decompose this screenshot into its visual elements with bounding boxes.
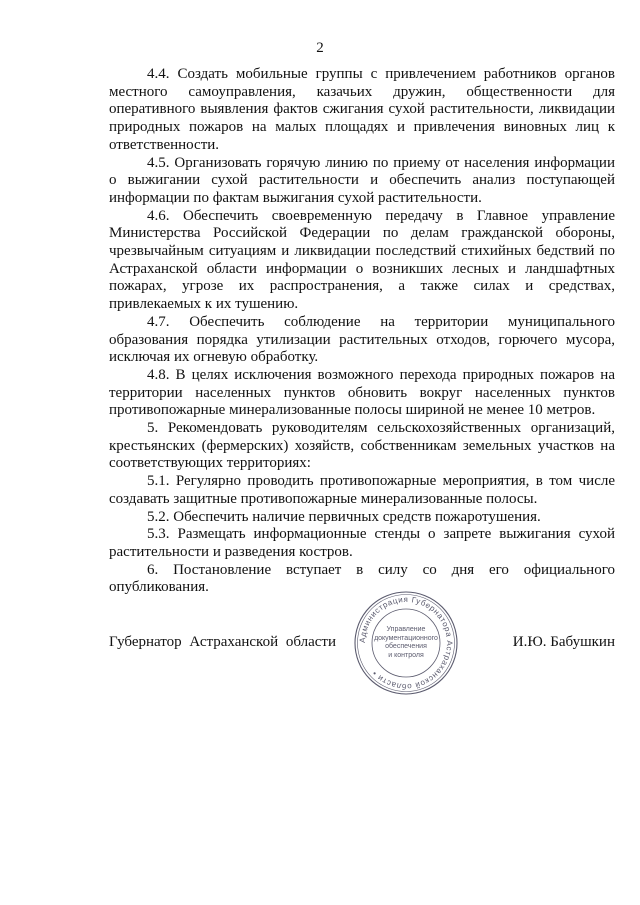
signatory-position: Губернатор Астраханской области [109, 634, 337, 650]
signature-block [109, 593, 615, 703]
paragraph-4-8: 4.8. В целях исключения возможного перехода природных пожаров на территории населенных пунктов обновить вокруг населенных пунктов противопожарные минерализованные полосы шириной не менее 10 метров. [109, 366, 615, 419]
paragraph-4-7: 4.7. Обеспечить соблюдение на территории муниципального образования порядка утилизации растительных отходов, горючего мусора, исключая их огневую обработку. [109, 313, 615, 366]
paragraph-5-2: 5.2. Обеспечить наличие первичных средств пожаротушения. [147, 508, 541, 525]
official-stamp [353, 590, 459, 696]
signatory-name: И.Ю. Бабушкин [512, 634, 615, 650]
paragraph-4-6: 4.6. Обеспечить своевременную передачу в Главное управление Министерства Российской Федерации по делам гражданской обороны, чрезвычайным ситуациям и ликвидации последствий стихийных бедствий по Астраханской области информации о возникших лесных и ландшафтных пожарах, угрозе их распространения, а также силах и средствах, привлекаемых к их тушению. [109, 207, 615, 313]
paragraph-5-1: 5.1. Регулярно проводить противопожарные мероприятия, в том числе создавать защитные противопожарные минерализованные полосы. [109, 473, 615, 507]
document-body [109, 66, 615, 597]
stamp-center-line: документационного [374, 634, 438, 642]
stamp-center-line: обеспечения [385, 643, 427, 650]
stamp-center-line: и контроля [388, 651, 424, 659]
stamp-center-text [353, 590, 459, 696]
page-number: 2 [316, 40, 324, 56]
paragraph-4-4: 4.4. Создать мобильные группы с привлечением работников органов местного самоуправления, казачьих дружин, общественности для оперативного выявления фактов сжигания сухой растительности, ликвидации природных пожаров на малых площадях и привлечения виновных лиц к ответственности. [109, 66, 615, 153]
paragraph-4-5: 4.5. Организовать горячую линию по приему от населения информации о выжигании сухой растительности и обеспечить анализ поступающей информации по фактам выжигания сухой растительности. [109, 154, 615, 206]
paragraph-5: 5. Рекомендовать руководителям сельскохозяйственных организаций, крестьянских (фермерских) хозяйств, собственникам земельных участков на соответствующих территориях: [109, 420, 615, 472]
stamp-ring-text: Администрация Губернатора Астраханской области • [357, 594, 455, 692]
paragraph-6: 6. Постановление вступает в силу со дня его официального опубликования. [109, 561, 615, 596]
paragraph-5-3: 5.3. Размещать информационные стенды о запрете выжигания сухой растительности и разведения костров. [109, 526, 615, 560]
stamp-center-line: Управление [386, 626, 426, 633]
